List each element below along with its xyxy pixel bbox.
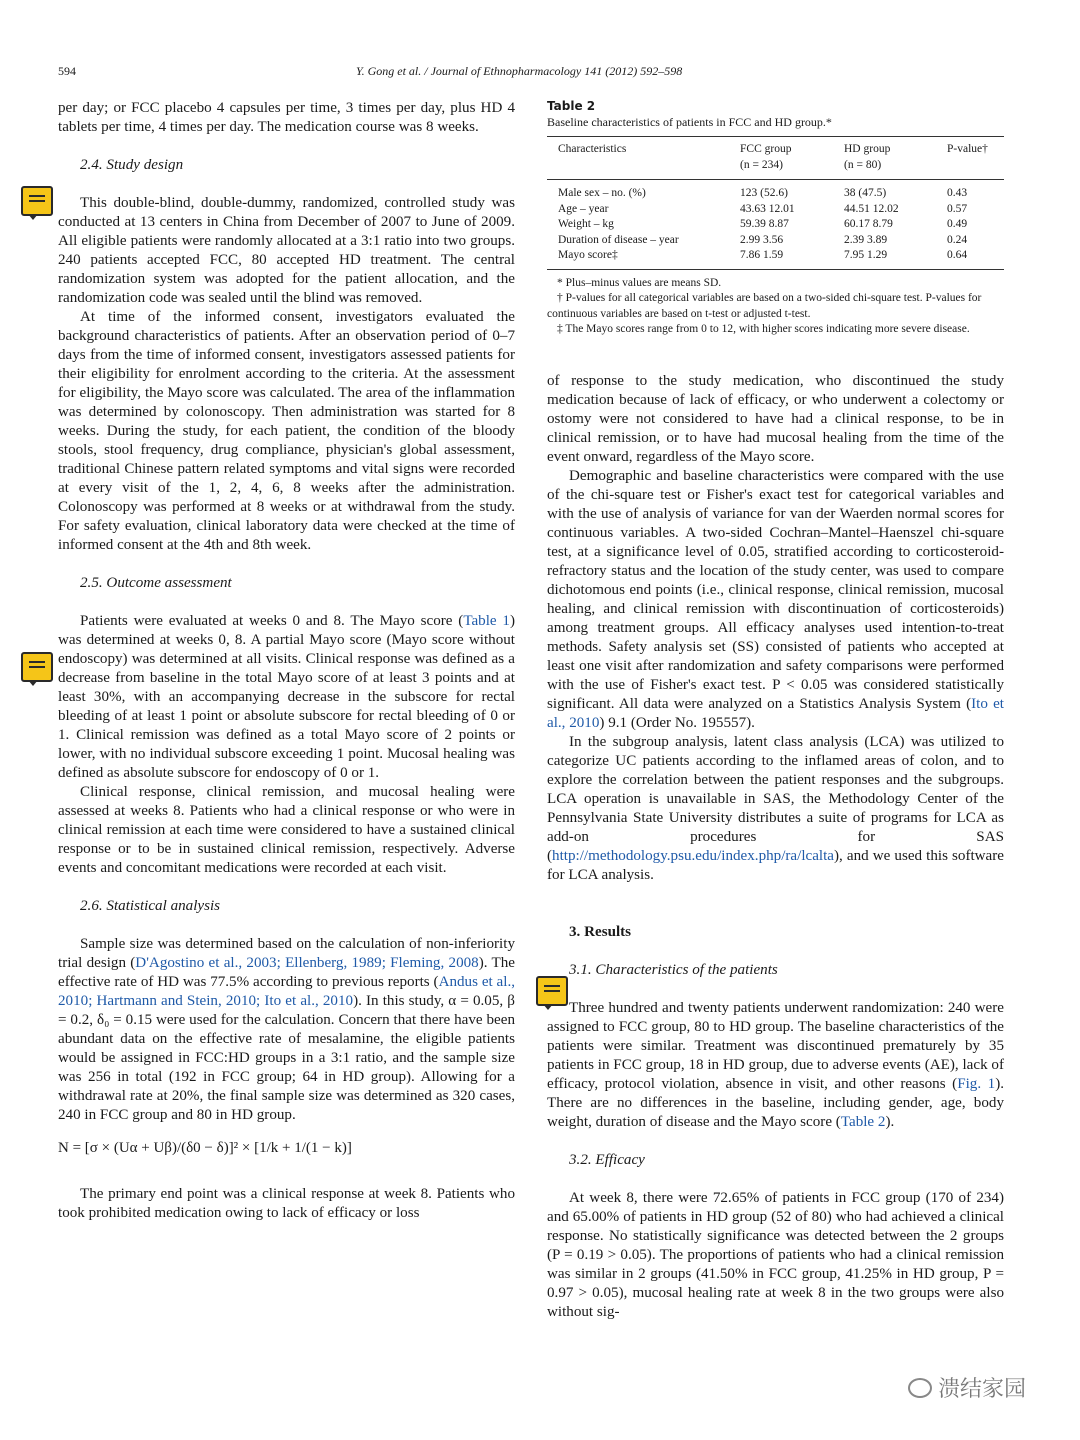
left-column <box>58 99 515 1223</box>
section-heading-3: 3. Results <box>569 924 632 940</box>
table-header: FCC group (n = 234) <box>740 143 792 171</box>
table-header: HD group (n = 80) <box>844 143 891 171</box>
paragraph: of response to the study medication, who discontinued the study medication because of lack of efficacy, or who underwent a colectomy or ostomy were not considered to have had a clinical response, to be in clinical remission, or to have had mucosal healing from the time of the event onward, regardless of the Mayo score. <box>547 373 1004 465</box>
figure-1-link[interactable]: Fig. 1 <box>957 1076 996 1092</box>
footnote: * Plus–minus values are means SD. <box>557 276 722 289</box>
section-heading-3-2: 3.2. Efficacy <box>569 1152 645 1168</box>
table-row: Male sex – no. (%) 123 (52.6) 38 (47.5) 0.43 <box>558 187 968 199</box>
table-row: Duration of disease – year 2.99 3.56 2.39 3.89 0.24 <box>558 233 968 246</box>
table-label: Table 2 <box>547 99 596 113</box>
footnote: † P-values for all categorical variables are based on a two-sided chi-square test. P-values for continuous variables are based on t-test or adjusted t-test. <box>547 292 982 320</box>
table-footnotes <box>547 276 1004 338</box>
section-heading-2-6: 2.6. Statistical analysis <box>80 898 221 914</box>
citation-link[interactable]: D'Agostino et al., 2003; Ellenberg, 1989; Fleming, 2008 <box>135 955 479 971</box>
section-heading-2-4: 2.4. Study design <box>80 157 184 173</box>
table-1-link[interactable]: Table 1 <box>463 613 510 629</box>
paragraph: At time of the informed consent, investigators evaluated the background characteristics of patients. After an observation period of 0–7 days from the time of informed consent, investigators assessed patients for their eligibility for enrolment according to the criteria. At the assessment for eligibility, the Mayo score was calculated. The area of the inflammation was determined by colonoscopy. Then administration was started for 8 weeks. During the study, for each patient, the condition of the bloody stools, stool frequency, drug compliance, physician's global assessment, traditional Chinese pattern related symptoms and vital signs were recorded at every visit of the 1, 2, 4, 6, 8 weeks after the administration. Colonoscopy was performed at 8 weeks or at withdrawal from the study. For safety evaluation, clinical laboratory data were checked at the time of informed consent at the 4th and 8th week. <box>58 309 515 553</box>
paragraph: per day; or FCC placebo 4 capsules per time, 3 times per day, plus HD 4 tablets per time, 4 times per day. The medication course was 8 weeks. <box>58 100 515 135</box>
table-header: P-value† <box>947 143 988 155</box>
table-row: Weight – kg 59.39 8.87 60.17 8.79 0.49 <box>558 218 968 231</box>
watermark: 溃结家园 <box>908 1372 1026 1403</box>
footnote: ‡ The Mayo scores range from 0 to 12, with higher scores indicating more severe disease. <box>557 323 970 336</box>
sample-size-formula: N = [σ × (Uα + Uβ)/(δ0 − δ)]² × [1/k + 1/(1 − k)] <box>58 1140 352 1156</box>
url-link[interactable]: http://methodology.psu.edu/index.php/ra/lcalta <box>552 848 835 864</box>
table-2-link[interactable]: Table 2 <box>840 1114 886 1130</box>
table-title: Baseline characteristics of patients in FCC and HD group.* <box>547 115 832 129</box>
page-number: 594 <box>58 64 76 78</box>
paragraph: The primary end point was a clinical response at week 8. Patients who took prohibited medication owing to lack of efficacy or loss <box>58 1186 515 1221</box>
section-heading-2-5: 2.5. Outcome assessment <box>80 575 232 591</box>
note-icon[interactable] <box>21 186 53 216</box>
note-icon[interactable] <box>21 652 53 682</box>
table-row: Mayo score‡ 7.86 1.59 7.95 1.29 0.64 <box>558 249 968 262</box>
paragraph: Demographic and baseline characteristics were compared with the use of the chi-square test or Fisher's exact test for categorical variables and with the use of analysis of variance for van der Waerden normal scores for continuous variables. A two-sided Cochran–Mantel–Haenszel chi-square test, at a significance level of 0.05, stratified according to corticosteroid-refractory status and the location of the study center, was used to compare dichotomous end points (i.e., clinical response, clinical remission, mucosal healing, and clinical remission with discontinuation of corticosteroids) among treatment groups. All efficacy analyses used intention-to-treat methods. Safety analysis set (SS) consisted of patients who accepted at least one visit after randomization and safety comparisons were performed with the use of Fisher's exact test. P < 0.05 was considered statistically significant. All data were analyzed on a Statistics Analysis System (Ito et al., 2010) 9.1 (Order No. 195557). <box>547 468 1004 731</box>
paragraph: This double-blind, double-dummy, randomized, controlled study was conducted at 13 centers in China from December of 2007 to June of 2009. All eligible patients were randomly allocated at a 3:1 ratio into two groups. 240 patients accepted FCC, 80 accepted HD treatment. The central randomization system was adopted for the patient allocation, and the randomization code was sealed until the blind was removed. <box>58 195 515 306</box>
citation-link[interactable]: Andus et al., 2010; Hartmann and Stein, 2010; Ito et al., 2010 <box>58 974 515 1009</box>
running-header: Y. Gong et al. / Journal of Ethnopharmacology 141 (2012) 592–598 <box>356 64 683 78</box>
paragraph: Clinical response, clinical remission, and mucosal healing were assessed at weeks 8. Patients who had a clinical response or who were in clinical remission at each time were considered to have a sustained clinical response or to be in sustained clinical remission, respectively. Adverse events and concomitant medications were recorded at each visit. <box>58 784 515 876</box>
note-icon[interactable] <box>536 976 568 1006</box>
paragraph: In the subgroup analysis, latent class analysis (LCA) was utilized to categorize UC patients according to the inflamed areas of colon, and to explore the correlation between the patient responses and the subgroups. LCA operation is unavailable in SAS, the Methodology Center of the Pennsylvania State University distributes a suite of programs for LCA as add-on procedures for SAS (http://methodology.psu.edu/index.php/ra/lcalta), and we used this software for LCA analysis. <box>547 734 1004 883</box>
table-row: Age – year 43.63 12.01 44.51 12.02 0.57 <box>558 202 968 215</box>
right-column <box>547 372 1004 1322</box>
paragraph: At week 8, there were 72.65% of patients in FCC group (170 of 234) and 65.00% of patients in HD group (52 of 80) who had achieved a clinical response. No statistically significance was detected between the 2 groups (P = 0.19 > 0.05). The proportions of patients who had a clinical remission was similar in 2 groups (41.50% in FCC group, 41.25% in HD group, P = 0.97 > 0.05), mucosal healing rate at week 8 in the two groups were also without sig- <box>547 1190 1004 1320</box>
wechat-icon <box>908 1378 932 1398</box>
paragraph: Three hundred and twenty patients underwent randomization: 240 were assigned to FCC group, 80 to HD group. The baseline characteristics of the patients were similar. Treatment was discontinued prematurely by 35 patients in FCC group, 18 in HD group, due to adverse events (AE), lack of efficacy, protocol violation, absence in visit, and other reasons (Fig. 1). There are no differences in the baseline, including gender, age, body weight, duration of disease and the Mayo score (Table 2). <box>547 1000 1005 1130</box>
section-heading-3-1: 3.1. Characteristics of the patients <box>569 962 778 978</box>
table-2 <box>547 99 1004 338</box>
table-header: Characteristics <box>558 143 627 155</box>
table-2-grid <box>547 137 1004 173</box>
citation-link[interactable]: Ito et al., 2010 <box>547 696 1004 731</box>
paragraph: Sample size was determined based on the calculation of non-inferiority trial design (D'Agostino et al., 2003; Ellenberg, 1989; Fleming, 2008). The effective rate of HD was 77.5% according to previous reports (Andus et al., 2010; Hartmann and Stein, 2010; Ito et al., 2010). In this study, α = 0.05, β = 0.2, δ₀ = 0.15 were used for the calculation. Concern that there have been abundant data on the effective rate of mesalamine, the eligible patients would be assigned in FCC:HD groups in a 3:1 ratio, and the sample size was 256 in total (192 in FCC group; 64 in HD group). Allowing for a withdrawal rate at 20%, the final sample size was determined as 320 cases, 240 in FCC group and 80 in HD group. <box>58 936 515 1123</box>
paragraph: Patients were evaluated at weeks 0 and 8. The Mayo score (Table 1) was determined at weeks 0, 8. A partial Mayo score (Mayo score without endoscopy) was determined at all visits. Clinical response was defined as a decrease from baseline in the total Mayo score of at least 3 points and at least 30%, with an accompanying decrease in the subscore for rectal bleeding of at least 1 point or absolute subscore for rectal bleeding of 0 or 1. Clinical remission was defined as a total Mayo score of 2 points or lower, with no individual subscore exceeding 1 point. Mucosal healing was defined as absolute subscore for endoscopy of 0 or 1. <box>58 613 515 781</box>
